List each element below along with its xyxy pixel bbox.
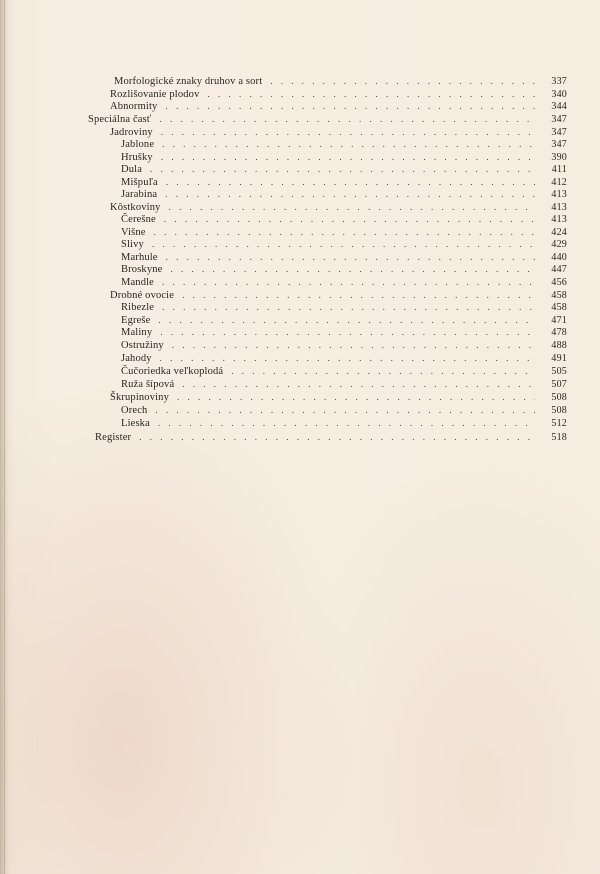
- toc-entry: [121, 187, 567, 201]
- toc-entry-title: Rozlišovanie plodov: [110, 89, 200, 100]
- toc-entry-page: 505: [551, 366, 567, 377]
- toc-entry-title: Ruža šípová: [121, 379, 175, 390]
- dot-leader: [177, 390, 535, 404]
- toc-entry-title: Maliny: [121, 327, 153, 338]
- toc-entry-title: Kôstkoviny: [110, 202, 161, 213]
- toc-entry-title: Egreše: [121, 315, 151, 326]
- toc-entry: [121, 377, 567, 391]
- toc-entry-title: Drobné ovocie: [110, 290, 175, 301]
- dot-leader: [170, 262, 535, 276]
- toc-entry: [121, 364, 567, 378]
- toc-entry: [121, 137, 567, 151]
- toc-entry-title: Ribezle: [121, 302, 155, 313]
- toc-entry-page: 411: [551, 164, 567, 175]
- toc-entry-page: 340: [551, 89, 567, 100]
- toc-entry-title: Škrupinoviny: [110, 392, 169, 403]
- toc-entry-page: 347: [551, 114, 567, 125]
- toc-entry-title: Čerešne: [121, 214, 156, 225]
- toc-entry-page: 478: [551, 327, 567, 338]
- dot-leader: [182, 377, 535, 391]
- dot-leader: [165, 187, 535, 201]
- toc-entry-title: Višne: [121, 227, 146, 238]
- toc-entry-page: 456: [551, 277, 567, 288]
- toc-entry: [88, 112, 567, 126]
- dot-leader: [270, 74, 535, 88]
- dot-leader: [159, 112, 535, 126]
- toc-entry-page: 508: [551, 405, 567, 416]
- toc-entry-title: Jadroviny: [110, 127, 153, 138]
- toc-entry: [121, 275, 567, 289]
- toc-entry-page: 471: [551, 315, 567, 326]
- toc-entry-title: Abnormity: [110, 101, 158, 112]
- toc-entry-page: 344: [551, 101, 567, 112]
- dot-leader: [231, 364, 535, 378]
- toc-entry-title: Jarabina: [121, 189, 158, 200]
- toc-entry-page: 508: [551, 392, 567, 403]
- dot-leader: [164, 212, 535, 226]
- toc-entry-title: Speciálna časť: [88, 114, 152, 125]
- toc-entry: [110, 99, 567, 113]
- toc-entry-title: Marhule: [121, 252, 158, 263]
- toc-entry-page: 447: [551, 264, 567, 275]
- toc-entry-page: 347: [551, 127, 567, 138]
- toc-entry-title: Slivy: [121, 239, 144, 250]
- toc-entry-page: 413: [551, 202, 567, 213]
- toc-entry: [121, 237, 567, 251]
- toc-entry-page: 429: [551, 239, 567, 250]
- toc-entry-page: 347: [551, 139, 567, 150]
- toc-entry: [121, 262, 567, 276]
- toc-entry-page: 337: [551, 76, 567, 87]
- dot-leader: [139, 430, 535, 444]
- toc-entry-page: 458: [551, 302, 567, 313]
- toc-entry: [121, 162, 567, 176]
- toc-entry: [110, 390, 567, 404]
- toc-entry-page: 458: [551, 290, 567, 301]
- toc-entry-page: 424: [551, 227, 567, 238]
- toc-entry-page: 413: [551, 189, 567, 200]
- dot-leader: [160, 351, 535, 365]
- dot-leader: [155, 403, 535, 417]
- dot-leader: [162, 137, 535, 151]
- toc-entry: [121, 338, 567, 352]
- toc-entry: [95, 430, 567, 444]
- toc-entry-title: Lieska: [121, 418, 150, 429]
- toc-entry-page: 512: [551, 418, 567, 429]
- toc-entry-title: Orech: [121, 405, 148, 416]
- toc-entry: [121, 212, 567, 226]
- toc-entry-title: Register: [95, 432, 132, 443]
- toc-entry-page: 413: [551, 214, 567, 225]
- toc-entry-title: Morfologické znaky druhov a sort: [114, 76, 263, 87]
- toc-entry-title: Čučoriedka veľkoplodá: [121, 366, 224, 377]
- dot-leader: [165, 99, 535, 113]
- toc-entry: [114, 74, 567, 88]
- dot-leader: [162, 300, 535, 314]
- toc-entry: [121, 300, 567, 314]
- toc-entry-title: Jahody: [121, 353, 152, 364]
- toc-entry-page: 488: [551, 340, 567, 351]
- toc-entry-page: 518: [551, 432, 567, 443]
- dot-leader: [150, 162, 535, 176]
- toc-entry-page: 491: [551, 353, 567, 364]
- toc-entry: [121, 403, 567, 417]
- dot-leader: [152, 237, 535, 251]
- toc-entry-title: Mišpuľa: [121, 177, 158, 188]
- toc-entry-title: Hrušky: [121, 152, 153, 163]
- toc-entry: [121, 416, 567, 430]
- toc-entry-page: 507: [551, 379, 567, 390]
- toc-entry-page: 412: [551, 177, 567, 188]
- toc-entry-title: Broskyne: [121, 264, 163, 275]
- toc-entry-title: Mandle: [121, 277, 154, 288]
- toc-entry-title: Jablone: [121, 139, 155, 150]
- toc-entry: [121, 351, 567, 365]
- toc-entry: [121, 325, 567, 339]
- dot-leader: [162, 275, 535, 289]
- dot-leader: [158, 416, 535, 430]
- dot-leader: [160, 325, 535, 339]
- toc-entry-title: Ostružiny: [121, 340, 164, 351]
- toc-entry-title: Dula: [121, 164, 143, 175]
- toc-entry-page: 440: [551, 252, 567, 263]
- dot-leader: [172, 338, 535, 352]
- toc-entry-page: 390: [551, 152, 567, 163]
